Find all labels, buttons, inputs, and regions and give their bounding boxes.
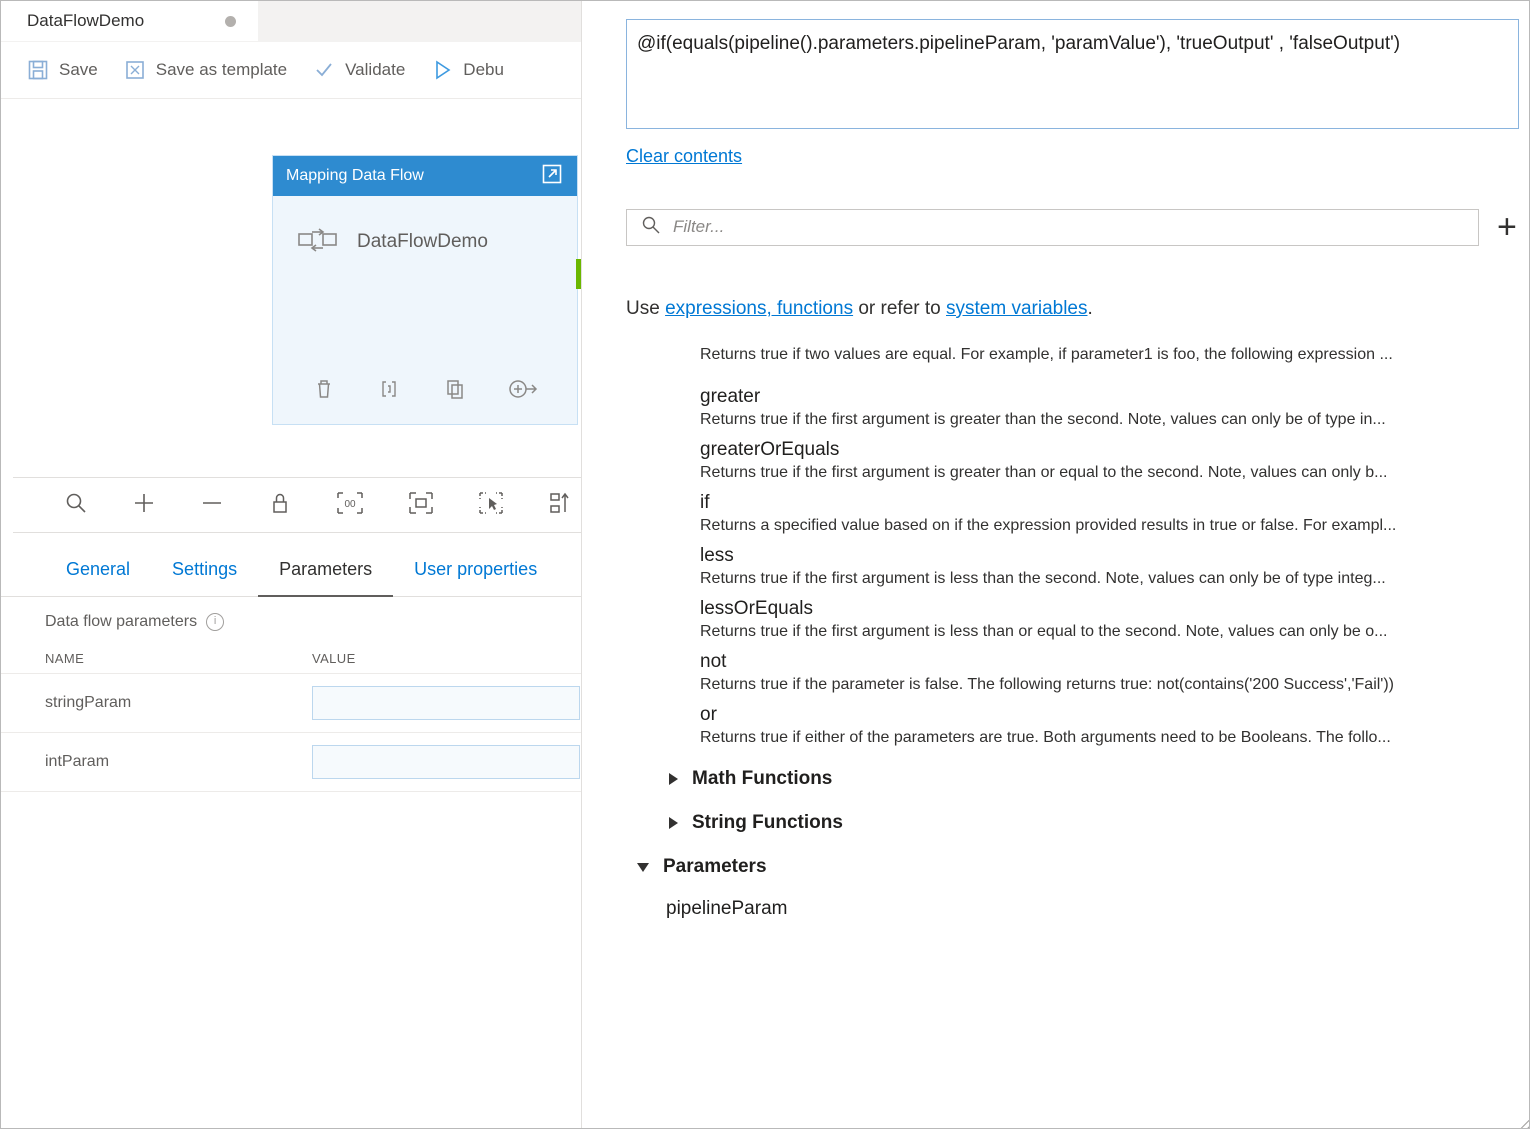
function-name: greaterOrEquals bbox=[700, 439, 840, 460]
function-name: if bbox=[700, 492, 710, 513]
plus-icon[interactable]: + bbox=[1497, 208, 1517, 246]
parameters-section-label: Data flow parameters bbox=[45, 613, 198, 630]
activity-card-mapping-data-flow[interactable] bbox=[272, 155, 578, 425]
parameters-section-header bbox=[1, 601, 593, 643]
parameter-value-input[interactable] bbox=[312, 686, 580, 720]
select-icon[interactable] bbox=[477, 490, 505, 521]
group-string-functions[interactable] bbox=[626, 801, 1530, 845]
info-icon[interactable]: i bbox=[206, 613, 224, 631]
save-label: Save bbox=[59, 60, 98, 79]
lock-icon[interactable] bbox=[267, 490, 293, 521]
function-description: Returns true if the first argument is greater than the second. Note, values can only be of type in... bbox=[700, 411, 1386, 428]
tab-strip bbox=[1, 1, 593, 43]
search-icon bbox=[641, 215, 661, 240]
auto-align-icon[interactable] bbox=[547, 490, 575, 521]
parameters-table-header bbox=[1, 643, 593, 674]
function-name: not bbox=[700, 651, 727, 672]
help-prefix: Use bbox=[626, 298, 666, 319]
function-description: Returns true if the first argument is greater than or equal to the second. Note, values can only b... bbox=[700, 464, 1388, 481]
list-item[interactable] bbox=[626, 704, 1530, 747]
table-row[interactable] bbox=[1, 674, 593, 733]
help-line bbox=[626, 298, 1093, 320]
fit-to-screen-icon[interactable] bbox=[407, 490, 435, 521]
chevron-right-icon bbox=[669, 817, 678, 829]
unsaved-dot-icon bbox=[225, 16, 236, 27]
tab-parameters[interactable]: Parameters bbox=[258, 541, 393, 597]
clear-contents-link[interactable]: Clear contents bbox=[626, 146, 743, 166]
save-button[interactable] bbox=[27, 59, 98, 81]
function-name: lessOrEquals bbox=[700, 598, 813, 619]
activity-type-label: Mapping Data Flow bbox=[286, 167, 424, 184]
group-label: String Functions bbox=[692, 812, 843, 833]
filter-row bbox=[626, 208, 1519, 246]
pipeline-editor-pane bbox=[1, 1, 593, 1128]
pipeline-canvas[interactable] bbox=[1, 99, 593, 477]
play-icon bbox=[431, 59, 453, 81]
function-description: Returns a specified value based on if the expression provided results in true or false. For exampl... bbox=[700, 517, 1397, 534]
validate-label: Validate bbox=[345, 60, 406, 79]
function-name: or bbox=[700, 704, 717, 725]
command-bar bbox=[1, 42, 593, 99]
code-icon[interactable] bbox=[377, 377, 401, 406]
data-flow-parameters-section bbox=[1, 601, 593, 792]
function-description: Returns true if the parameter is false. The following returns true: not(contains('200 Success','Fail')) bbox=[700, 676, 1395, 693]
properties-tabs bbox=[1, 541, 593, 597]
expression-builder-pane bbox=[581, 1, 1530, 1129]
zoom-out-icon[interactable] bbox=[199, 490, 225, 521]
chevron-down-icon bbox=[637, 863, 649, 872]
function-name: less bbox=[700, 545, 734, 566]
function-description: Returns true if the first argument is less than or equal to the second. Note, values can only be o... bbox=[700, 623, 1388, 640]
group-math-functions[interactable] bbox=[626, 757, 1530, 801]
tab-label: DataFlowDemo bbox=[27, 11, 145, 30]
function-description: Returns true if the first argument is less than the second. Note, values can only be of type integ... bbox=[700, 570, 1386, 587]
tab-general[interactable]: General bbox=[66, 558, 131, 579]
function-name: greater bbox=[700, 386, 761, 407]
help-middle: or refer to bbox=[853, 298, 946, 319]
debug-label: Debu bbox=[463, 60, 504, 79]
delete-icon[interactable] bbox=[312, 377, 336, 406]
parameter-name: stringParam bbox=[45, 694, 132, 711]
group-parameters[interactable] bbox=[626, 845, 1530, 889]
list-item[interactable] bbox=[626, 439, 1530, 482]
add-output-icon[interactable] bbox=[508, 377, 538, 406]
activity-card-header bbox=[273, 156, 577, 196]
filter-placeholder: Filter... bbox=[673, 217, 725, 236]
list-item[interactable] bbox=[626, 598, 1530, 641]
tab-dataflowdemo[interactable] bbox=[1, 1, 258, 41]
activity-card-actions bbox=[273, 377, 577, 406]
copy-icon[interactable] bbox=[443, 377, 467, 406]
search-icon[interactable] bbox=[63, 490, 89, 521]
expression-input[interactable]: @if(equals(pipeline().parameters.pipelineParam, 'paramValue'), 'trueOutput' , 'falseOutput') bbox=[626, 19, 1519, 129]
list-item[interactable] bbox=[626, 386, 1530, 429]
validate-button[interactable] bbox=[313, 59, 405, 81]
list-item-pipeline-param[interactable]: pipelineParam bbox=[666, 898, 788, 919]
open-in-new-icon[interactable] bbox=[541, 163, 563, 190]
group-label: Math Functions bbox=[692, 768, 833, 789]
chevron-right-icon bbox=[669, 773, 678, 785]
table-row[interactable] bbox=[1, 733, 593, 792]
group-label: Parameters bbox=[663, 856, 767, 877]
zoom-100-icon[interactable] bbox=[335, 490, 365, 521]
save-as-template-button[interactable] bbox=[124, 59, 287, 81]
function-description: Returns true if two values are equal. For example, if parameter1 is foo, the following expression ... bbox=[700, 346, 1393, 363]
function-list[interactable] bbox=[626, 346, 1530, 1128]
tab-settings[interactable]: Settings bbox=[172, 558, 238, 579]
parameter-value-input[interactable] bbox=[312, 745, 580, 779]
help-suffix: . bbox=[1087, 298, 1093, 319]
canvas-toolbar bbox=[13, 477, 581, 533]
expressions-functions-link[interactable]: expressions, functions bbox=[665, 298, 854, 319]
activity-card-body bbox=[273, 196, 577, 261]
save-as-template-label: Save as template bbox=[155, 60, 288, 79]
zoom-in-icon[interactable] bbox=[131, 490, 157, 521]
function-description: Returns true if either of the parameters are true. Both arguments need to be Booleans. The follo... bbox=[700, 729, 1391, 746]
list-item[interactable] bbox=[626, 651, 1530, 694]
list-item[interactable] bbox=[626, 492, 1530, 535]
system-variables-link[interactable]: system variables bbox=[946, 298, 1088, 319]
tab-user-properties[interactable]: User properties bbox=[414, 558, 538, 579]
save-icon bbox=[27, 59, 49, 81]
column-header-name: NAME bbox=[45, 650, 85, 666]
check-icon bbox=[313, 59, 335, 81]
column-header-value: VALUE bbox=[312, 650, 356, 666]
activity-name-label: DataFlowDemo bbox=[357, 230, 488, 252]
filter-input[interactable] bbox=[626, 209, 1479, 246]
svg-text:00: 00 bbox=[344, 498, 356, 510]
parameter-name: intParam bbox=[45, 753, 110, 770]
data-flow-icon bbox=[297, 222, 339, 261]
list-item[interactable] bbox=[626, 545, 1530, 588]
debug-button[interactable] bbox=[431, 59, 504, 81]
template-icon bbox=[124, 59, 146, 81]
